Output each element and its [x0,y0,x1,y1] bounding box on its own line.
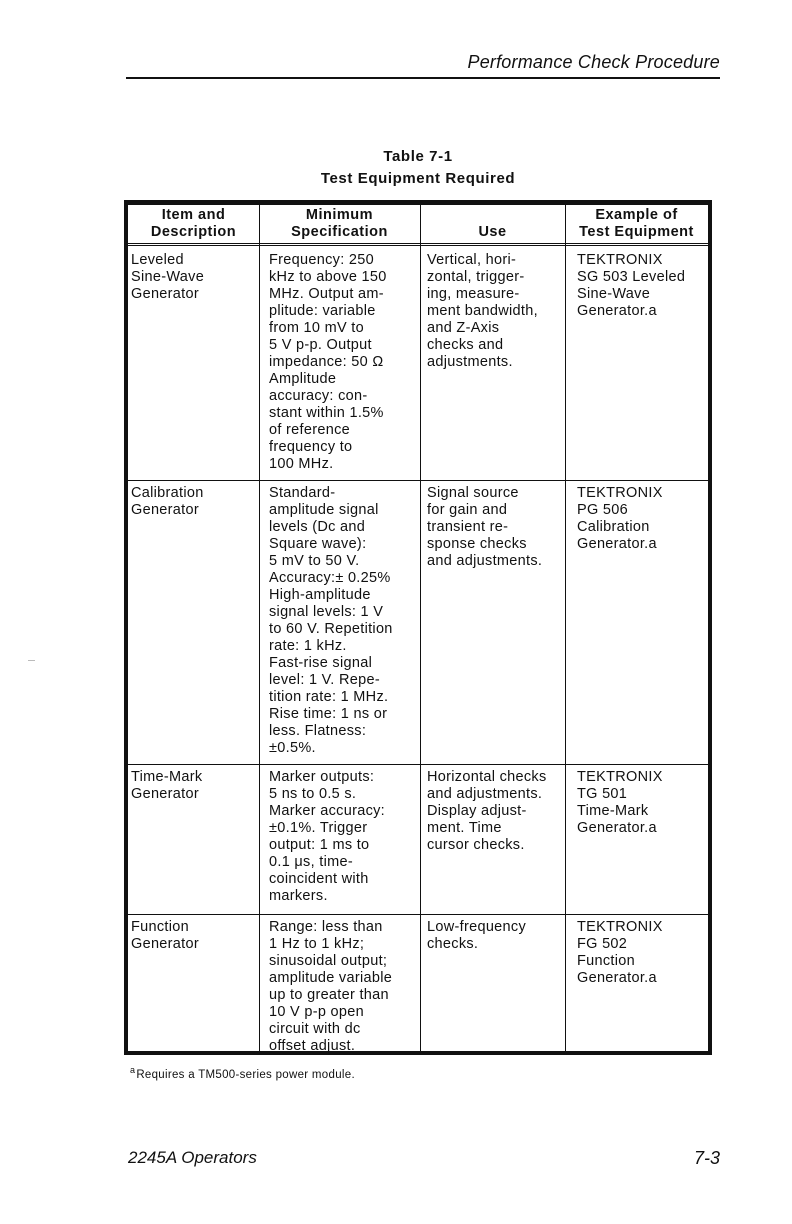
row2-example: TEKTRONIX PG 506 Calibration Generator.a [577,485,663,552]
footnote-text: Requires a TM500-series power module. [136,1068,355,1081]
margin-mark [28,660,35,661]
table-caption [0,146,792,190]
header-spec-line2: Specification [291,224,388,240]
row3-use: Horizontal checks and adjustments. Display adjust- ment. Time cursor checks. [427,769,547,853]
row2-spec: Standard- amplitude signal levels (Dc and Square wave): 5 mV to 50 V. Accuracy:± 0.25% High-amplitude signal levels: 1 V to 60 V. Repetition rate: 1 kHz. Fast-rise signal level: 1 V. Repe- tition rate: 1 MHz. Rise time: 1 ns or less. Flatness: ±0.5%. [269,485,393,756]
row1-use: Vertical, hori- zontal, trigger- ing, measure- ment bandwidth, and Z-Axis checks and adjustments. [427,252,538,370]
page-header-title: Performance Check Procedure [467,52,720,72]
table-title: Test Equipment Required [320,170,516,187]
row-divider [128,764,708,765]
header-item-line2: Description [150,224,237,240]
column-divider [259,205,260,1051]
header-rule [126,77,720,79]
table-footnote [130,1065,355,1081]
row1-example: TEKTRONIX SG 503 Leveled Sine-Wave Generator.a [577,252,686,319]
row3-example: TEKTRONIX TG 501 Time-Mark Generator.a [577,769,663,836]
row4-example: TEKTRONIX FG 502 Function Generator.a [577,919,663,986]
table-number: Table 7-1 [383,148,453,165]
header-example-line2: Test Equipment [579,224,694,240]
column-divider [420,205,421,1051]
footnote-marker: a [130,1065,136,1075]
row2-use: Signal source for gain and transient re- sponse checks and adjustments. [427,485,543,569]
header-spec-line1: Minimum [305,207,374,223]
row2-item: Calibration Generator [131,485,204,518]
header-divider [128,243,708,246]
header-use-line2: Use [478,224,507,240]
row4-item: Function Generator [131,919,199,952]
row-divider [128,480,708,481]
row3-item: Time-Mark Generator [131,769,203,802]
header-example-line1: Example of [595,207,678,223]
row3-spec: Marker outputs: 5 ns to 0.5 s. Marker accuracy: ±0.1%. Trigger output: 1 ms to 0.1 μs, time- coincident with markers. [269,769,385,904]
footer-page-number: 7-3 [693,1148,720,1168]
row4-spec: Range: less than 1 Hz to 1 kHz; sinusoidal output; amplitude variable up to greater than 10 V p-p open circuit with dc offset adjust. [269,919,393,1054]
row1-spec: Frequency: 250 kHz to above 150 MHz. Output am- plitude: variable from 10 mV to 5 V p-p. Output impedance: 50 Ω Amplitude accuracy: con- stant within 1.5% of reference frequency to 100 MHz. [269,252,387,472]
column-divider [565,205,566,1051]
footer-manual-title: 2245A Operators [128,1148,257,1167]
row4-use: Low-frequency checks. [427,919,527,952]
header-item-line1: Item and [161,207,226,223]
row-divider [128,914,708,915]
row1-item: Leveled Sine-Wave Generator [131,252,205,302]
equipment-table [124,200,712,1055]
